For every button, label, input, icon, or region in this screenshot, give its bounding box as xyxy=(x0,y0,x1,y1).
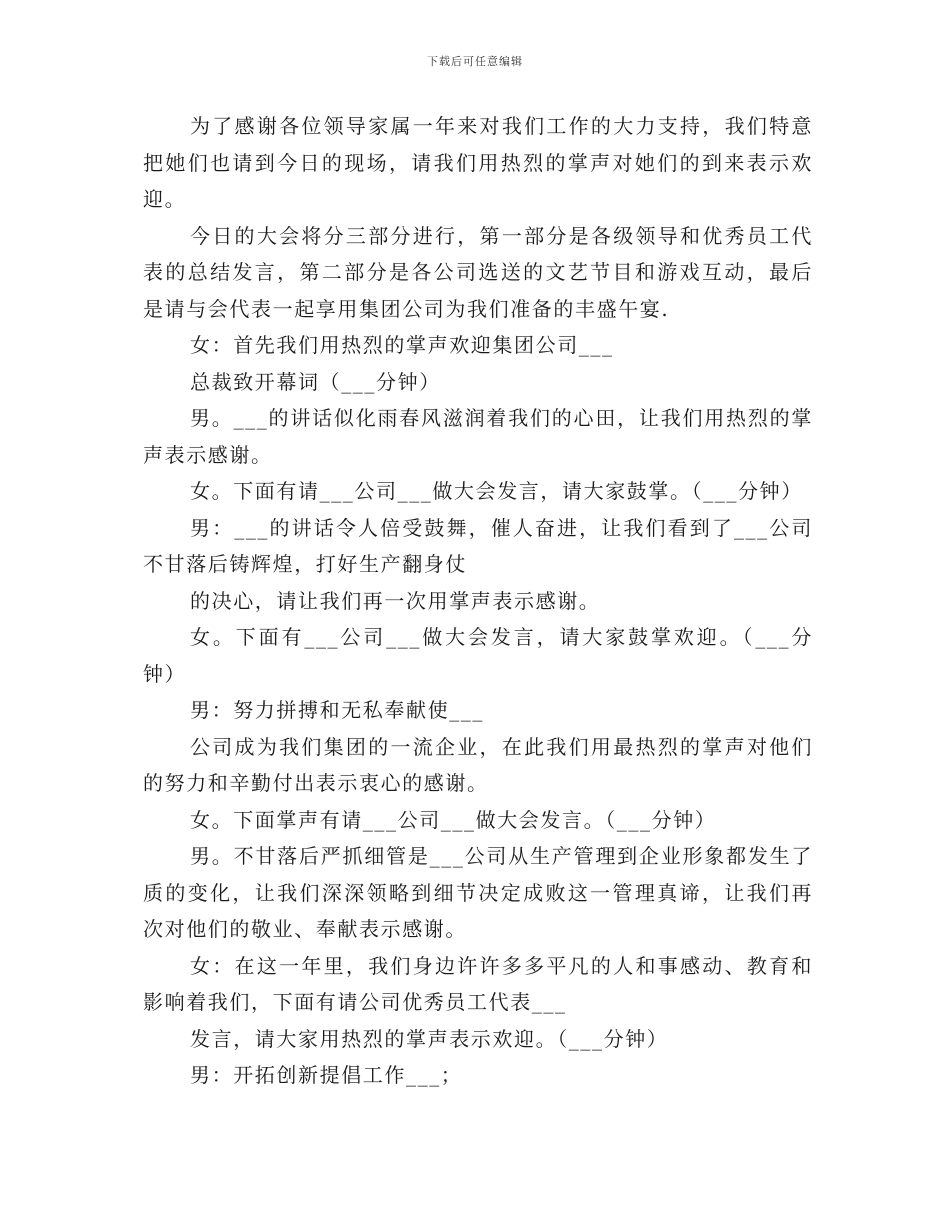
text-line: 男：___的讲话令人倍受鼓舞，催人奋进，让我们看到了___公司 xyxy=(190,515,813,540)
text-line: 公司成为我们集团的一流企业，在此我们用最热烈的掌声对他们 xyxy=(190,734,813,759)
text-line: 质的变化，让我们深深领略到细节决定成败这一管理真谛，让我们再 xyxy=(143,880,813,905)
text-line: 的决心，请让我们再一次用掌声表示感谢。 xyxy=(190,588,601,613)
text-line: 总裁致开幕词（___分钟） xyxy=(190,369,441,394)
document-body xyxy=(143,108,813,1094)
text-line: 男。___的讲话似化雨春风滋润着我们的心田，让我们用热烈的掌 xyxy=(190,406,813,430)
text-line: 不甘落后铸辉煌，打好生产翻身仗 xyxy=(143,552,467,576)
text-line: 是请与会代表一起享用集团公司为我们准备的丰盛午宴. xyxy=(143,296,670,321)
text-line: 女：首先我们用热烈的掌声欢迎集团公司___ xyxy=(190,333,614,357)
text-line: 表的总结发言，第二部分是各公司选送的文艺节目和游戏互动，最后 xyxy=(143,260,813,284)
text-line: 声表示感谢。 xyxy=(143,442,273,467)
text-line: 次对他们的敬业、奉献表示感谢。 xyxy=(143,917,467,941)
text-line: 男：开拓创新提倡工作___； xyxy=(190,1063,463,1087)
text-line: 女。下面掌声有请___公司___做大会发言。（___分钟） xyxy=(190,807,717,832)
text-line: 男：努力拼搏和无私奉献使___ xyxy=(190,698,484,722)
text-line: 男。不甘落后严抓细管是___公司从生产管理到企业形象都发生了 xyxy=(190,844,813,868)
page-header: 下载后可任意编辑 xyxy=(427,55,523,68)
text-line: 把她们也请到今日的现场，请我们用热烈的掌声对她们的到来表示欢 xyxy=(143,150,813,175)
text-line: 女。下面有请___公司___做大会发言，请大家鼓掌。（___分钟） xyxy=(190,479,803,503)
text-line: 的努力和辛勤付出表示衷心的感谢。 xyxy=(143,771,489,795)
text-line: 影响着我们，下面有请公司优秀员工代表___ xyxy=(143,990,567,1014)
text-line: 为了感谢各位领导家属一年来对我们工作的大力支持，我们特意 xyxy=(190,114,813,138)
text-line: 女：在这一年里，我们身边许许多多平凡的人和事感动、教育和 xyxy=(190,953,813,978)
text-line: 钟） xyxy=(143,661,187,686)
text-line: 女。下面有___公司___做大会发言，请大家鼓掌欢迎。（___分 xyxy=(190,625,813,649)
text-line: 迎。 xyxy=(143,187,187,211)
text-line: 今日的大会将分三部分进行，第一部分是各级领导和优秀员工代 xyxy=(190,223,813,248)
text-line: 发言，请大家用热烈的掌声表示欢迎。（___分钟） xyxy=(190,1026,669,1051)
